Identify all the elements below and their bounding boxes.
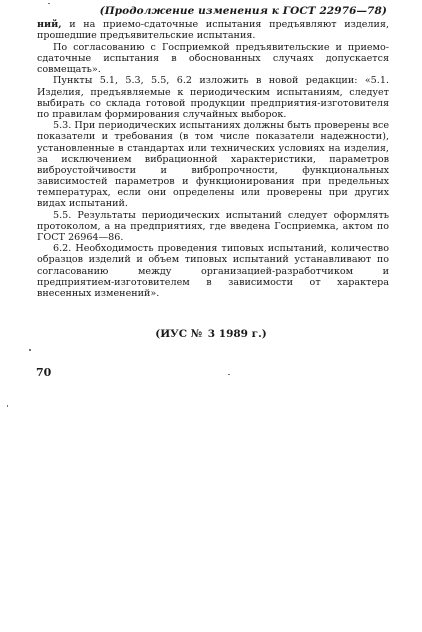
paragraph-6-2: 6.2. Необходимость проведения типовых испытаний, количество образцов изделий и объем типовых испытаний устанавливают по согласованию между организацией-разработчиком и предприятием-изготовителем в зависимости от характера внесенных изменений». <box>37 243 389 299</box>
continuation-lead: ний, <box>37 19 62 30</box>
paragraph-new-edition <box>37 75 389 119</box>
new-edition-lead: Пункты 5.1, 5.3, 5.5, 6.2 изложить в новой редакции: <box>53 75 365 87</box>
scan-speck <box>228 374 230 375</box>
scan-speck <box>48 3 50 4</box>
continuation-text: и на приемо-сдаточные испытания предъявляют изделия, прошедшие предъявительские испытания. <box>37 19 389 42</box>
paragraph-5-1: «5.1. Изделия, предъявляемые к периодическим испытаниям, следует выбирать со склада готовой продукции предприятия-изготовителя по правилам формирования случайных выборок. <box>37 75 389 120</box>
scan-speck <box>29 349 31 351</box>
paragraph-combined-tests: По согласованию с Госприемкой предъявительские и приемо-сдаточные испытания в обоснованных случаях допускается совмещать». <box>37 41 389 75</box>
source-note-label: (ИУС № <box>155 328 203 340</box>
page-number: 70 <box>36 366 52 379</box>
paragraph-continuation <box>37 19 389 41</box>
paragraph-5-5: 5.5. Результаты периодических испытаний следует оформлять протоколом, а на предприятиях, где введена Госприемка, актом по ГОСТ 26964—86. <box>37 209 389 243</box>
source-note <box>0 328 422 340</box>
document-body <box>37 19 389 299</box>
paragraph-5-3: 5.3. При периодических испытаниях должны быть проверены все показатели и требования (в том числе показатели надежности), установленные в стандартах или технических условиях на изделия, за исключением вибрационной характеристики, параметров виброустойчивости и вибропрочности, функциональных зависимостей параметров и функционирования при предельных температурах, если они определены или проверены при других видах испытаний. <box>37 120 389 209</box>
scan-speck <box>7 405 8 407</box>
running-header: (Продолжение изменения к ГОСТ 22976—78) <box>99 5 387 17</box>
source-note-issue: 3 1989 г.) <box>207 328 267 340</box>
